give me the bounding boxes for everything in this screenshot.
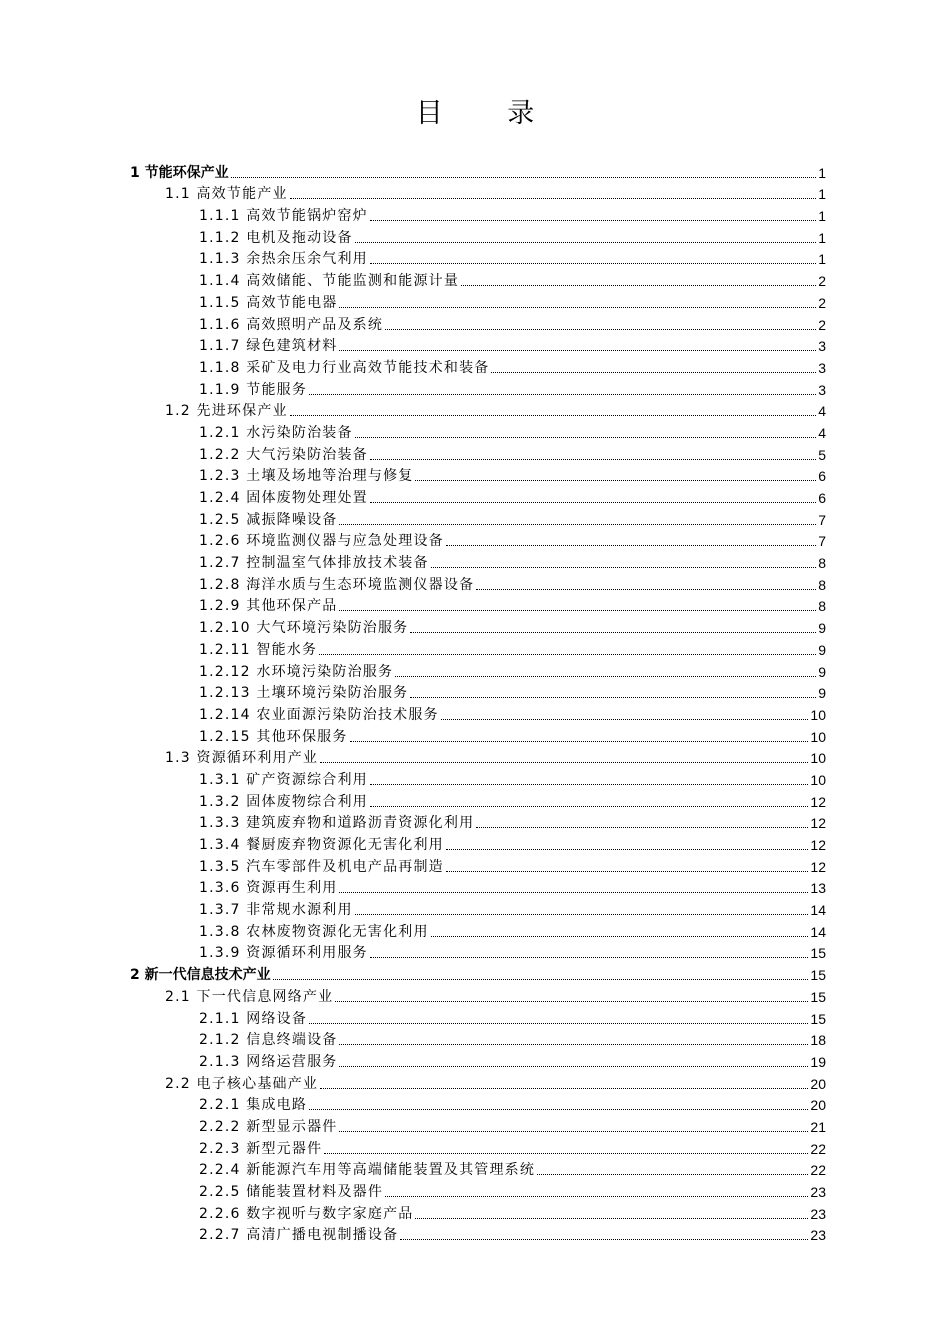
toc-entry[interactable] [0, 464, 950, 486]
toc-entry-label: 2.2 电子核心基础产业 [165, 1075, 319, 1092]
dot-leader [537, 1174, 808, 1175]
toc-entry-page-number: 13 [810, 880, 826, 897]
toc-entry[interactable] [0, 1114, 950, 1136]
toc-entry-page-number: 8 [818, 598, 826, 615]
dot-leader [339, 1066, 808, 1067]
toc-entry-label: 1.1.5 高效节能电器 [199, 294, 338, 311]
dot-leader [355, 242, 817, 243]
toc-entry[interactable] [0, 312, 950, 334]
toc-entry-label: 1.1.7 绿色建筑材料 [199, 338, 338, 355]
toc-entry[interactable] [0, 1093, 950, 1115]
dot-leader [385, 1196, 808, 1197]
dot-leader [410, 632, 816, 633]
toc-entry[interactable] [0, 659, 950, 681]
toc-entry-label: 1.1.4 高效储能、节能监测和能源计量 [199, 273, 460, 290]
dot-leader [370, 957, 809, 958]
toc-entry-label: 2.2.2 新型显示器件 [199, 1118, 338, 1135]
dot-leader [370, 263, 816, 264]
toc-entry-label: 2.1.2 信息终端设备 [199, 1032, 338, 1049]
toc-entry[interactable] [0, 767, 950, 789]
toc-entry-label: 2.2.1 集成电路 [199, 1097, 308, 1114]
dot-leader [415, 480, 816, 481]
toc-entry-page-number: 10 [810, 728, 826, 745]
toc-entry[interactable] [0, 1028, 950, 1050]
toc-entry[interactable] [0, 724, 950, 746]
toc-entry-page-number: 14 [810, 923, 826, 940]
dot-leader [461, 285, 816, 286]
toc-entry[interactable] [0, 1179, 950, 1201]
toc-entry-label: 1.2.3 土壤及场地等治理与修复 [199, 468, 414, 485]
toc-entry-page-number: 6 [818, 468, 826, 485]
toc-entry-page-number: 18 [810, 1032, 826, 1049]
toc-entry[interactable] [0, 355, 950, 377]
toc-entry-label: 1.2.6 环境监测仪器与应急处理设备 [199, 533, 444, 550]
dot-leader [339, 610, 816, 611]
dot-leader [335, 1001, 808, 1002]
dot-leader [339, 524, 816, 525]
toc-entry-page-number: 10 [810, 750, 826, 767]
toc-entry-label: 1 节能环保产业 [130, 164, 229, 181]
toc-entry-page-number: 7 [818, 533, 826, 550]
dot-leader [370, 806, 809, 807]
toc-entry-page-number: 23 [810, 1205, 826, 1222]
toc-entry-label: 1.3.1 矿产资源综合利用 [199, 771, 368, 788]
toc-entry-label: 1.2.4 固体废物处理处置 [199, 490, 368, 506]
toc-entry-label: 1.2.12 水环境污染防治服务 [199, 663, 394, 680]
dot-leader [400, 1239, 808, 1240]
toc-entry-label: 1.1.3 余热余压余气利用 [199, 251, 368, 268]
toc-entry-page-number: 22 [810, 1140, 826, 1157]
toc-entry-page-number: 12 [810, 858, 826, 875]
toc-entry-label: 1.3.2 固体废物综合利用 [199, 793, 368, 810]
toc-entry[interactable] [0, 962, 950, 984]
toc-entry-page-number: 20 [810, 1097, 826, 1114]
toc-entry[interactable] [0, 702, 950, 724]
toc-entry-label: 1.2.2 大气污染防治装备 [199, 446, 368, 463]
dot-leader [446, 545, 816, 546]
toc-entry-page-number: 22 [810, 1162, 826, 1179]
dot-leader [431, 936, 809, 937]
toc-entry-label: 2 新一代信息技术产业 [130, 967, 271, 984]
toc-entry[interactable] [0, 247, 950, 269]
toc-entry-page-number: 21 [810, 1118, 826, 1135]
toc-entry[interactable] [0, 485, 950, 507]
dot-leader [309, 1023, 808, 1024]
toc-entry-label: 1.1.1 高效节能锅炉窑炉 [199, 208, 368, 225]
toc-entry[interactable] [0, 550, 950, 572]
toc-entry-page-number: 15 [810, 988, 826, 1005]
dot-leader [370, 220, 816, 221]
dot-leader [231, 177, 817, 178]
toc-entry[interactable] [0, 572, 950, 594]
dot-leader [350, 741, 809, 742]
toc-entry-page-number: 12 [810, 837, 826, 853]
toc-entry-label: 1.1 高效节能产业 [165, 186, 288, 203]
toc-entry-label: 1.2.15 其他环保服务 [199, 728, 348, 745]
toc-entry[interactable] [0, 1136, 950, 1158]
toc-entry-label: 1.3 资源循环利用产业 [165, 750, 319, 767]
dot-leader [395, 676, 816, 677]
toc-entry-page-number: 14 [810, 902, 826, 919]
dot-leader [415, 1218, 808, 1219]
toc-entry-label: 2.2.4 新能源汽车用等高端储能装置及其管理系统 [199, 1162, 536, 1179]
toc-entry[interactable] [0, 203, 950, 225]
dot-leader [370, 784, 809, 785]
toc-entry-page-number: 9 [818, 620, 826, 637]
toc-entry-page-number: 10 [810, 706, 826, 723]
dot-leader [290, 415, 816, 416]
toc-entry-label: 1.1.2 电机及拖动设备 [199, 229, 353, 246]
dot-leader [319, 654, 816, 655]
toc-entry-label: 1.2.1 水污染防治装备 [199, 424, 353, 441]
toc-entry[interactable] [0, 1158, 950, 1180]
toc-entry[interactable] [0, 225, 950, 247]
toc-entry-page-number: 19 [810, 1053, 826, 1070]
toc-entry[interactable] [0, 160, 950, 182]
toc-entry[interactable] [0, 897, 950, 919]
page-title: 目 录 [415, 98, 563, 129]
toc-entry-page-number: 12 [810, 793, 826, 810]
dot-leader [441, 719, 809, 720]
toc-entry-page-number: 3 [818, 359, 826, 376]
table-of-contents [0, 160, 950, 1244]
dot-leader [309, 394, 816, 395]
dot-leader [339, 892, 808, 893]
toc-entry-label: 1.2.10 大气环境污染防治服务 [199, 620, 409, 637]
toc-entry-page-number: 4 [818, 424, 826, 441]
dot-leader [339, 1131, 808, 1132]
toc-entry-label: 2.2.5 储能装置材料及器件 [199, 1184, 384, 1200]
toc-entry-page-number: 12 [810, 815, 826, 832]
toc-entry[interactable] [0, 854, 950, 876]
toc-entry-page-number: 1 [818, 186, 826, 203]
toc-entry-page-number: 15 [810, 945, 826, 962]
dot-leader [339, 350, 816, 351]
dot-leader [370, 502, 816, 503]
toc-entry[interactable] [0, 1201, 950, 1223]
dot-leader [385, 329, 816, 330]
toc-entry-page-number: 15 [810, 967, 826, 984]
toc-entry-label: 1.3.9 资源循环利用服务 [199, 945, 368, 962]
dot-leader [355, 914, 809, 915]
toc-entry-page-number: 9 [818, 685, 826, 702]
toc-entry-page-number: 2 [818, 273, 826, 290]
dot-leader [320, 762, 808, 763]
toc-entry[interactable] [0, 1223, 950, 1245]
toc-entry-label: 2.1.3 网络运营服务 [199, 1053, 338, 1070]
toc-entry[interactable] [0, 442, 950, 464]
toc-entry-page-number: 3 [818, 381, 826, 398]
dot-leader [446, 849, 809, 850]
toc-entry-page-number: 9 [818, 641, 826, 658]
dot-leader [290, 198, 816, 199]
toc-entry[interactable] [0, 941, 950, 963]
toc-entry-page-number: 7 [818, 511, 826, 528]
toc-entry-page-number: 8 [818, 555, 826, 572]
toc-entry-page-number: 2 [818, 294, 826, 311]
dot-leader [309, 1109, 808, 1110]
dot-leader [370, 459, 816, 460]
dot-leader [273, 979, 809, 980]
toc-entry-label: 1.1.9 节能服务 [199, 381, 308, 398]
dot-leader [476, 589, 816, 590]
dot-leader [339, 1044, 808, 1045]
toc-entry[interactable] [0, 681, 950, 703]
toc-entry-page-number: 20 [810, 1075, 826, 1092]
toc-entry-page-number: 8 [818, 576, 826, 593]
toc-entry-label: 1.2.8 海洋水质与生态环境监测仪器设备 [199, 576, 475, 593]
toc-entry-page-number: 5 [818, 446, 826, 463]
toc-entry-label: 1.2.11 智能水务 [199, 641, 318, 658]
dot-leader [431, 567, 817, 568]
toc-entry-label: 1.1.8 采矿及电力行业高效节能技术和装备 [199, 359, 490, 376]
toc-entry-page-number: 3 [818, 338, 826, 355]
toc-entry[interactable] [0, 290, 950, 312]
dot-leader [324, 1153, 808, 1154]
toc-entry-label: 1.3.7 非常规水源利用 [199, 902, 353, 919]
dot-leader [410, 697, 816, 698]
dot-leader [476, 827, 808, 828]
toc-entry-page-number: 4 [818, 403, 826, 420]
toc-entry-page-number: 1 [818, 164, 826, 181]
toc-entry-page-number: 10 [810, 771, 826, 788]
toc-entry-label: 2.2.3 新型元器件 [199, 1140, 323, 1157]
toc-entry[interactable] [0, 811, 950, 833]
toc-entry-page-number: 2 [818, 316, 826, 333]
toc-entry-label: 2.2.7 高清广播电视制播设备 [199, 1227, 399, 1244]
toc-entry-page-number: 9 [818, 663, 826, 680]
toc-entry[interactable] [0, 529, 950, 551]
dot-leader [491, 372, 816, 373]
toc-entry-page-number: 6 [818, 490, 826, 506]
toc-entry-page-number: 15 [810, 1010, 826, 1027]
toc-entry-label: 2.1.1 网络设备 [199, 1010, 308, 1027]
toc-entry-page-number: 1 [818, 251, 826, 268]
toc-entry[interactable] [0, 1071, 950, 1093]
dot-leader [355, 437, 817, 438]
toc-entry-label: 1.2.14 农业面源污染防治技术服务 [199, 706, 439, 723]
toc-entry-label: 2.2.6 数字视听与数字家庭产品 [199, 1205, 414, 1222]
toc-entry-page-number: 23 [810, 1227, 826, 1244]
toc-entry[interactable] [0, 399, 950, 421]
toc-entry-label: 1.2 先进环保产业 [165, 403, 288, 420]
dot-leader [320, 1088, 808, 1089]
toc-entry[interactable] [0, 182, 950, 204]
toc-entry-label: 2.1 下一代信息网络产业 [165, 988, 334, 1005]
toc-entry-label: 1.1.6 高效照明产品及系统 [199, 316, 384, 333]
toc-entry[interactable] [0, 1006, 950, 1028]
toc-entry-label: 1.3.3 建筑废弃物和道路沥青资源化利用 [199, 815, 475, 832]
toc-entry[interactable] [0, 919, 950, 941]
toc-entry-label: 1.2.7 控制温室气体排放技术装备 [199, 555, 429, 572]
toc-entry[interactable] [0, 615, 950, 637]
dot-leader [446, 871, 809, 872]
toc-entry[interactable] [0, 377, 950, 399]
toc-entry[interactable] [0, 789, 950, 811]
toc-entry[interactable] [0, 832, 950, 854]
toc-entry[interactable] [0, 594, 950, 616]
toc-entry-label: 1.3.5 汽车零部件及机电产品再制造 [199, 858, 444, 875]
toc-entry-label: 1.2.9 其他环保产品 [199, 598, 338, 615]
dot-leader [339, 307, 816, 308]
toc-entry[interactable] [0, 984, 950, 1006]
toc-entry-page-number: 1 [818, 229, 826, 246]
toc-entry[interactable] [0, 268, 950, 290]
toc-entry[interactable] [0, 746, 950, 768]
toc-entry[interactable] [0, 1049, 950, 1071]
toc-entry[interactable] [0, 507, 950, 529]
toc-entry-label: 1.3.6 资源再生利用 [199, 880, 338, 897]
toc-entry[interactable] [0, 420, 950, 442]
toc-entry-page-number: 23 [810, 1184, 826, 1200]
toc-entry-label: 1.3.8 农林废物资源化无害化利用 [199, 923, 429, 940]
toc-entry[interactable] [0, 637, 950, 659]
toc-entry-page-number: 1 [818, 208, 826, 225]
toc-entry-label: 1.2.13 土壤环境污染防治服务 [199, 685, 409, 702]
toc-entry-label: 1.3.4 餐厨废弃物资源化无害化利用 [199, 837, 444, 853]
toc-entry[interactable] [0, 334, 950, 356]
toc-entry[interactable] [0, 876, 950, 898]
toc-entry-label: 1.2.5 减振降噪设备 [199, 511, 338, 528]
